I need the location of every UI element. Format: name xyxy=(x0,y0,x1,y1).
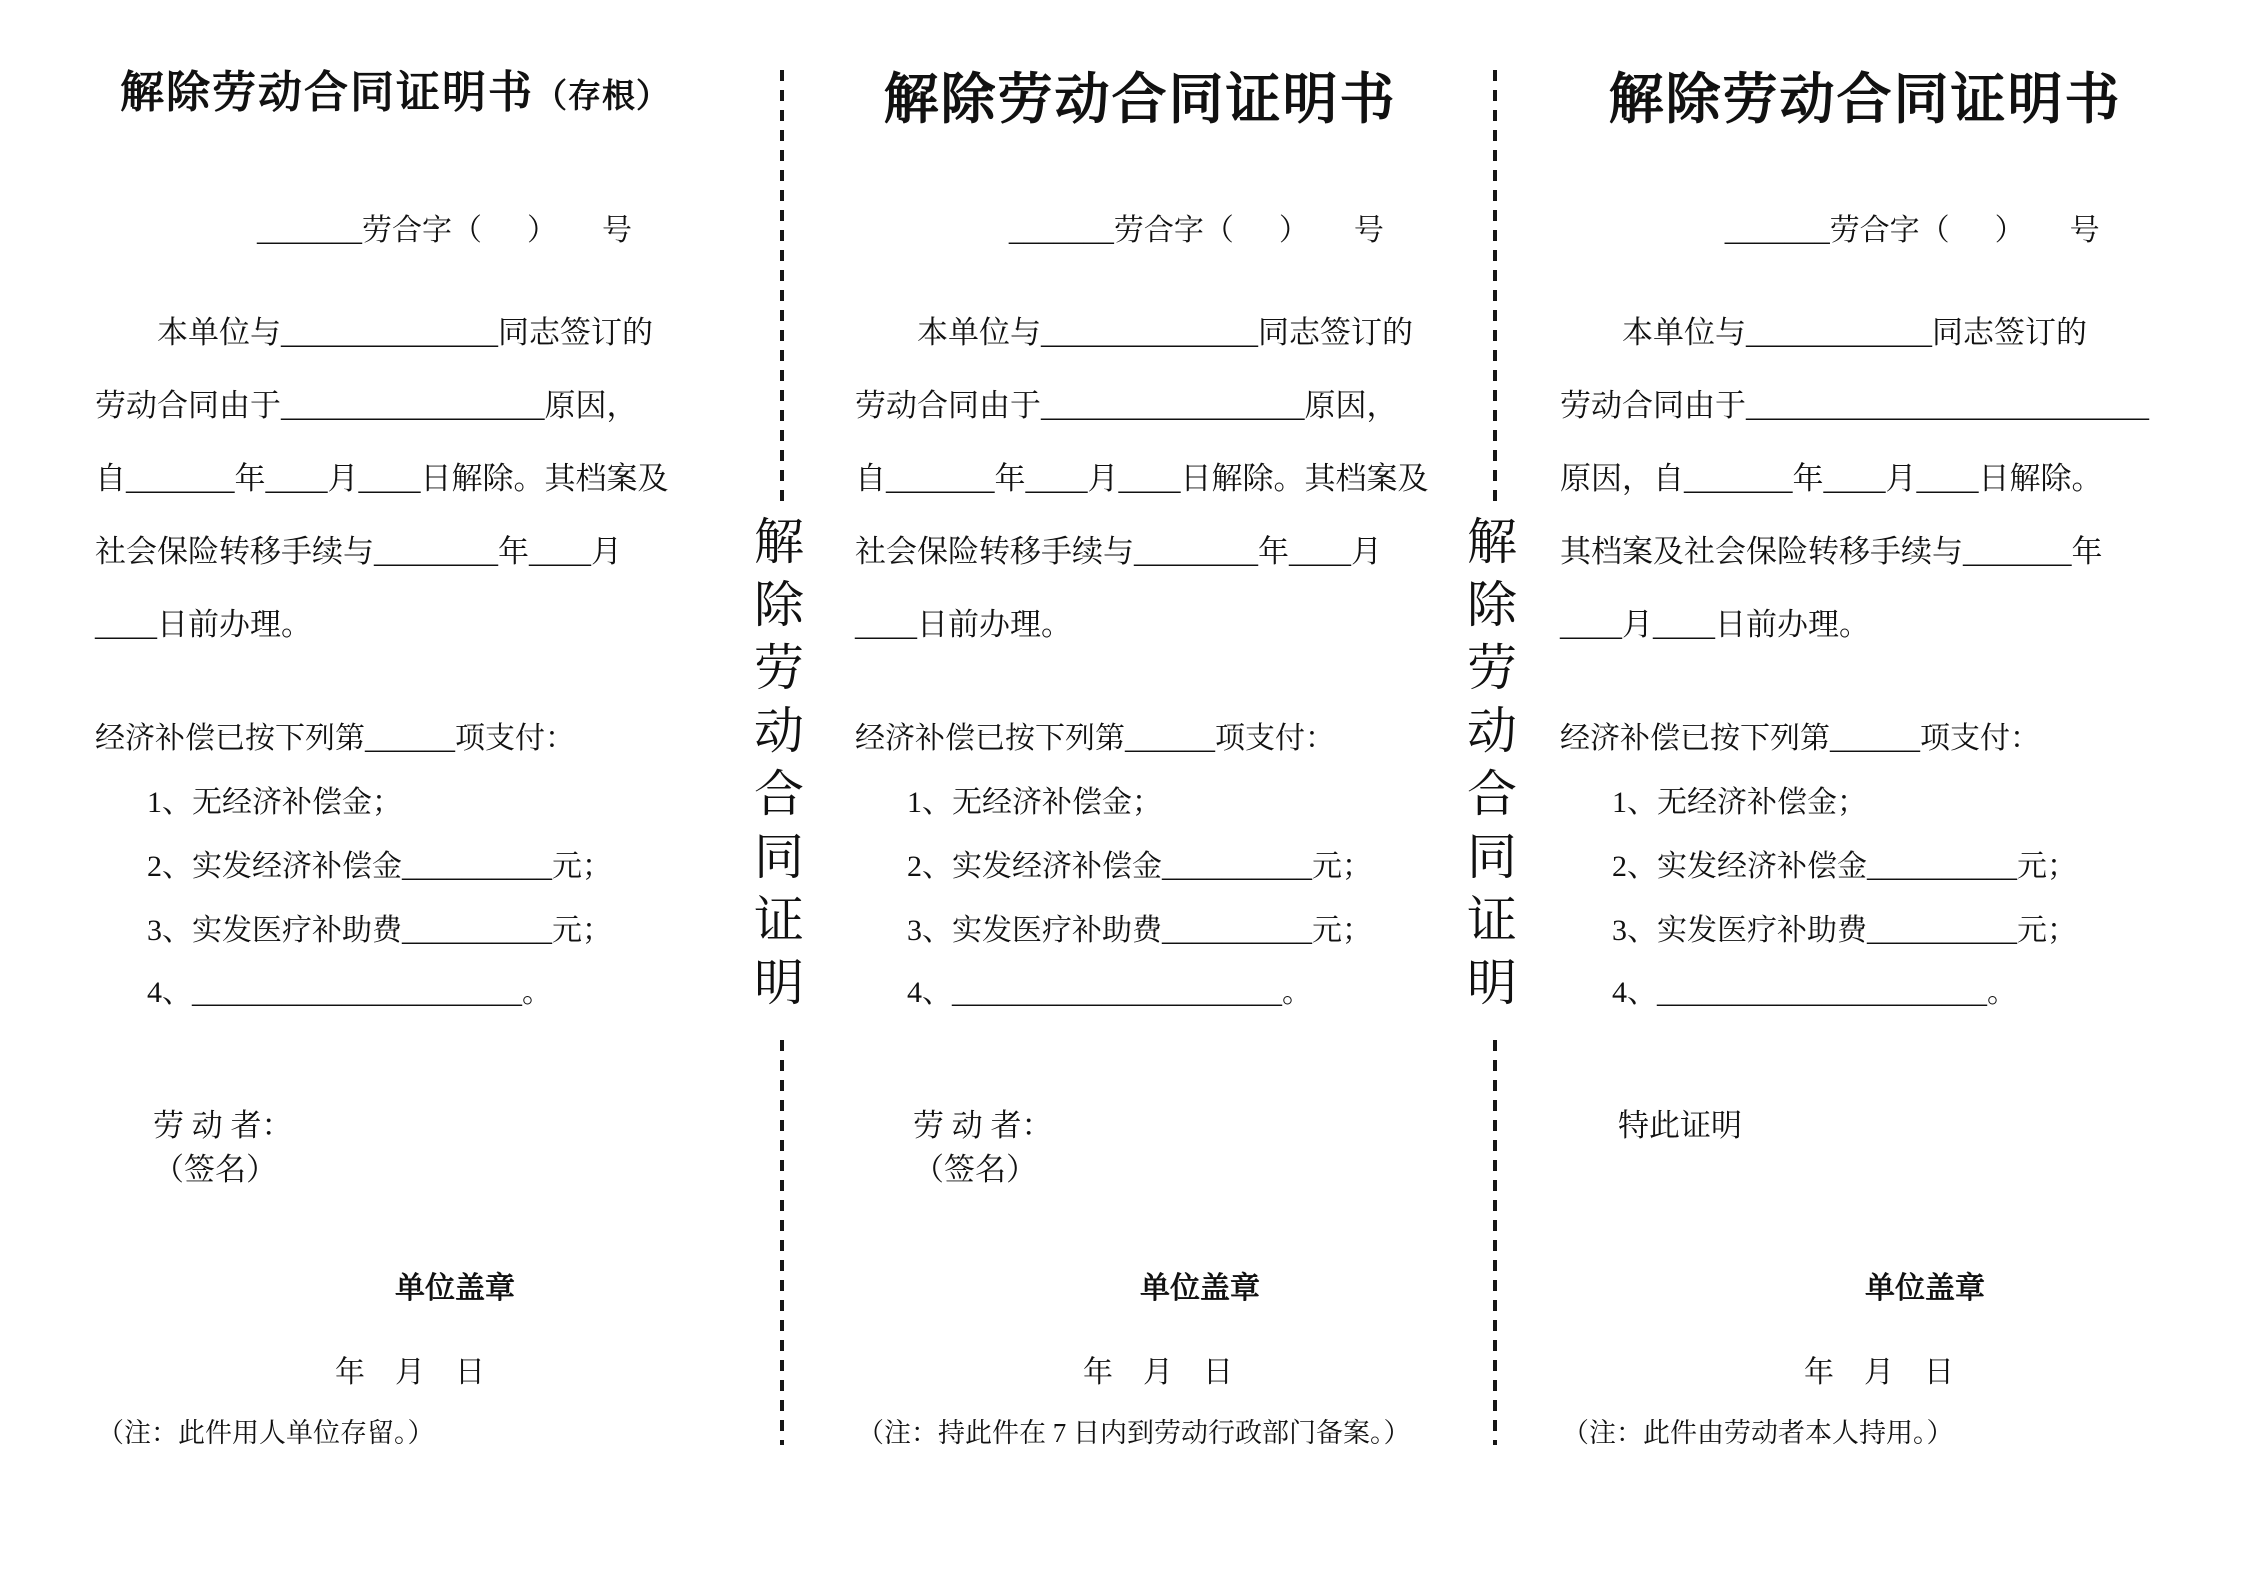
body-line-5: ____日前办理。 xyxy=(95,607,312,642)
dashed-cut-line-2-top xyxy=(1493,70,1497,505)
unit-seal-label: 单位盖章 xyxy=(395,1272,515,1305)
body-line-3: 自_______年____月____日解除。其档案及 xyxy=(95,461,669,496)
body-line-5: ____日前办理。 xyxy=(855,607,1072,642)
compensation-item-1: 1、无经济补偿金； xyxy=(147,786,402,819)
unit-seal-label: 单位盖章 xyxy=(1140,1272,1260,1305)
body-line-2: 劳动合同由于_________________原因， xyxy=(95,388,638,423)
body-line-1: 本单位与______________同志签订的 xyxy=(157,315,653,350)
compensation-item-4: 4、______________________。 xyxy=(147,976,552,1009)
body-line-3: 原因，自_______年____月____日解除。 xyxy=(1560,461,2103,496)
form-title-text: 解除劳动合同证明书 xyxy=(120,68,534,117)
body-line-2: 劳动合同由于_________________原因， xyxy=(855,388,1398,423)
date-line: 年 月 日 xyxy=(1083,1356,1233,1389)
compensation-item-3: 3、实发医疗补助费__________元； xyxy=(907,914,1372,947)
body-line-2: 劳动合同由于__________________________ xyxy=(1560,388,2149,423)
compensation-item-3: 3、实发医疗补助费__________元； xyxy=(1612,914,2077,947)
form-title-note: （存根） xyxy=(534,79,670,115)
compensation-item-1: 1、无经济补偿金； xyxy=(1612,786,1867,819)
unit-seal-label: 单位盖章 xyxy=(1865,1272,1985,1305)
certificate-worker-column xyxy=(1560,0,2170,1587)
cut-line-2-vertical-caption: 解除劳动合同证明 xyxy=(1460,515,1516,1019)
compensation-item-2: 2、实发经济补偿金__________元； xyxy=(1612,850,2077,883)
body-line-3: 自_______年____月____日解除。其档案及 xyxy=(855,461,1429,496)
footer-note: （注：此件用人单位存留。） xyxy=(97,1418,435,1448)
compensation-intro: 经济补偿已按下列第______项支付： xyxy=(855,722,1335,755)
compensation-intro: 经济补偿已按下列第______项支付： xyxy=(95,722,575,755)
form-title-text: 解除劳动合同证明书 xyxy=(1608,69,2122,130)
form-title-text: 解除劳动合同证明书 xyxy=(883,69,1397,130)
form-title xyxy=(855,68,1425,131)
worker-signature-label: 劳 动 者： xyxy=(913,1108,1053,1143)
form-title xyxy=(1560,68,2170,131)
worker-signature-label: 劳 动 者： xyxy=(153,1108,293,1143)
footer-note: （注：此件由劳动者本人持用。） xyxy=(1562,1418,1954,1448)
compensation-intro: 经济补偿已按下列第______项支付： xyxy=(1560,722,2040,755)
date-line: 年 月 日 xyxy=(1804,1356,1954,1389)
compensation-item-4: 4、______________________。 xyxy=(907,976,1312,1009)
ref-number-line: _______劳合字（ ） 号 xyxy=(257,214,632,247)
compensation-item-3: 3、实发医疗补助费__________元； xyxy=(147,914,612,947)
body-line-1: 本单位与____________同志签订的 xyxy=(1622,315,2087,350)
body-line-4: 其档案及社会保险转移手续与_______年 xyxy=(1560,534,2103,569)
footer-note: （注：持此件在 7 日内到劳动行政部门备案。） xyxy=(857,1418,1411,1448)
form-title xyxy=(95,68,695,119)
date-line: 年 月 日 xyxy=(335,1356,485,1389)
compensation-item-1: 1、无经济补偿金； xyxy=(907,786,1162,819)
certificate-stub-column xyxy=(95,0,695,1587)
ref-number-line: _______劳合字（ ） 号 xyxy=(1008,214,1384,247)
compensation-item-4: 4、______________________。 xyxy=(1612,976,2017,1009)
compensation-item-2: 2、实发经济补偿金__________元； xyxy=(907,850,1372,883)
certificate-filing-column xyxy=(855,0,1429,1587)
dashed-cut-line-1-bottom xyxy=(780,1040,784,1445)
body-line-5: ____月____日前办理。 xyxy=(1560,607,1870,642)
cut-line-1-vertical-caption: 解除劳动合同证明 xyxy=(747,515,803,1019)
compensation-item-2: 2、实发经济补偿金__________元； xyxy=(147,850,612,883)
ref-number-line: _______劳合字（ ） 号 xyxy=(1724,214,2100,247)
body-line-4: 社会保险转移手续与________年____月 xyxy=(855,534,1382,569)
hereby-certified-label: 特此证明 xyxy=(1618,1108,1742,1143)
dashed-cut-line-1-top xyxy=(780,70,784,505)
body-line-4: 社会保险转移手续与________年____月 xyxy=(95,534,622,569)
body-line-1: 本单位与______________同志签订的 xyxy=(917,315,1413,350)
dashed-cut-line-2-bottom xyxy=(1493,1040,1497,1445)
signature-hint: （签名） xyxy=(153,1152,277,1187)
signature-hint: （签名） xyxy=(913,1152,1037,1187)
